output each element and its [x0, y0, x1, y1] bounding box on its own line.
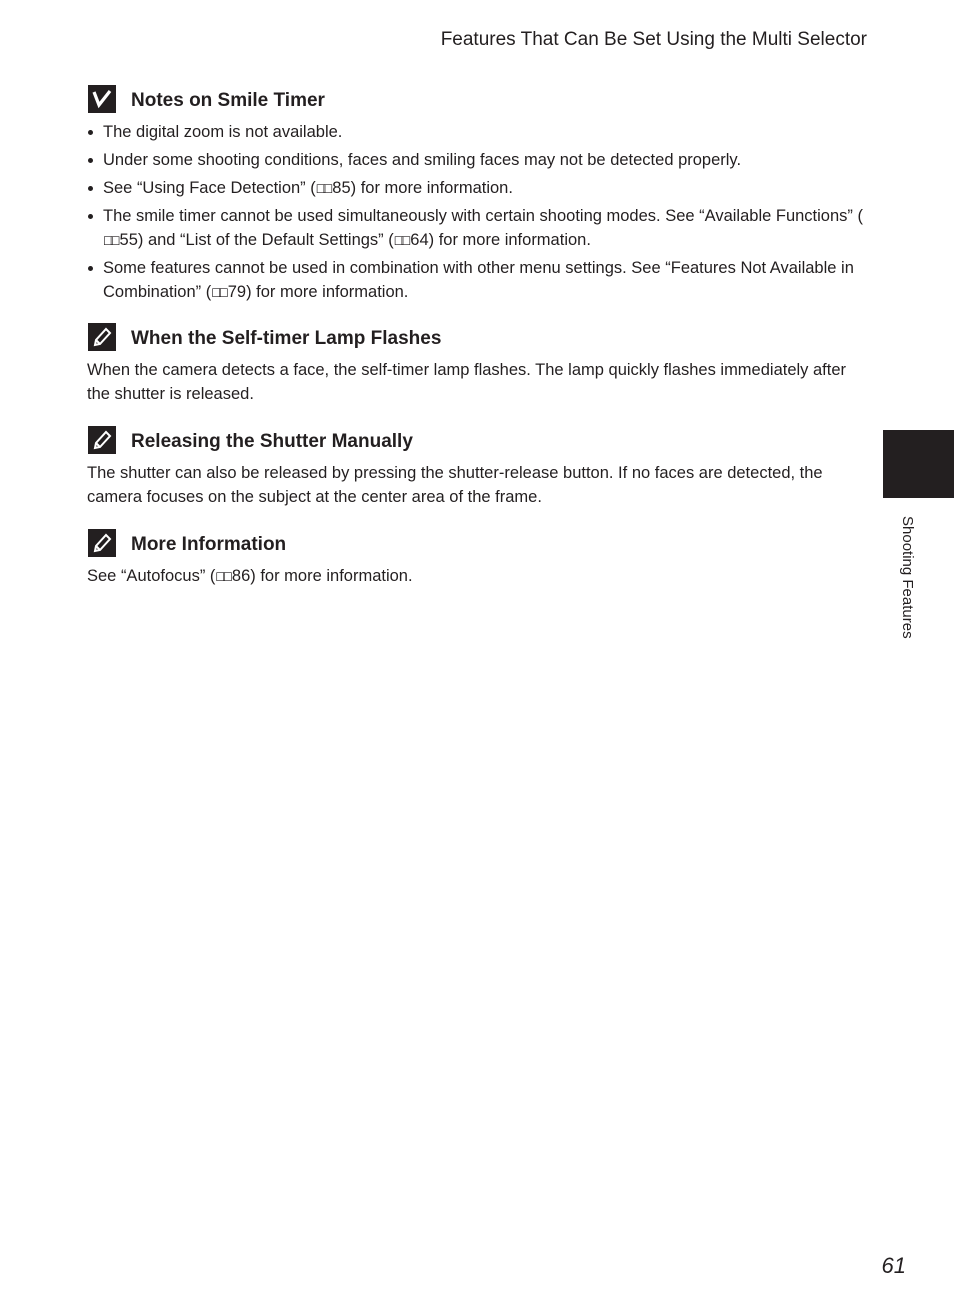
chapter-tab — [883, 430, 954, 498]
bullet-dot — [88, 130, 93, 135]
section-title: When the Self-timer Lamp Flashes — [131, 328, 442, 349]
caution-check-icon — [88, 85, 116, 113]
page-reference-icon: ☐☐ — [315, 182, 330, 196]
page-header-title: Features That Can Be Set Using the Multi Selector — [440, 29, 867, 50]
list-item — [87, 120, 867, 144]
section-heading — [87, 320, 867, 354]
list-item — [87, 176, 867, 200]
section-heading — [87, 423, 867, 457]
section-title: Notes on Smile Timer — [131, 90, 325, 111]
bullet-dot — [88, 158, 93, 163]
bullet-dot — [88, 186, 93, 191]
pencil-note-icon — [88, 529, 116, 557]
section-heading — [87, 526, 867, 560]
bullet-text: Under some shooting conditions, faces and smiling faces may not be detected properly. — [103, 151, 742, 169]
page-number: 61 — [881, 1253, 906, 1278]
section-title: More Information — [131, 534, 287, 555]
pencil-note-icon — [88, 323, 116, 351]
page-reference-icon: ☐☐ — [211, 286, 225, 300]
bullet-list — [87, 120, 867, 304]
pencil-note-icon — [88, 426, 116, 454]
section-self-timer-lamp — [87, 320, 867, 406]
bullet-dot — [88, 214, 93, 219]
section-title: Releasing the Shutter Manually — [131, 431, 413, 452]
section-notes-smile-timer — [87, 82, 867, 304]
page-reference-icon: ☐☐ — [103, 234, 117, 248]
section-body: When the camera detects a face, the self-timer lamp flashes. The lamp quickly flashes immediately after the shutter is released. — [87, 361, 847, 403]
list-item — [87, 256, 867, 304]
list-item — [87, 204, 867, 252]
page-reference-icon: ☐☐ — [215, 570, 229, 584]
page-reference-icon: ☐☐ — [393, 234, 408, 248]
bullet-text: Some features cannot be used in combination with other menu settings. See “Features Not Available in Combination” (☐☐ 79) for more information. — [103, 259, 854, 301]
list-item — [87, 148, 867, 172]
page-content — [87, 82, 867, 588]
bullet-dot — [88, 266, 93, 271]
section-body: See “Autofocus” (☐☐ 86) for more information. — [87, 567, 413, 585]
section-releasing-shutter — [87, 423, 867, 509]
section-body: The shutter can also be released by pressing the shutter-release button. If no faces are detected, the camera focuses on the subject at the center area of the frame. — [87, 464, 823, 506]
bullet-text: The digital zoom is not available. — [103, 123, 343, 141]
bullet-text: The smile timer cannot be used simultaneously with certain shooting modes. See “Available Functions” (☐☐ 55) and “List of the Default Settings” (☐☐ 64) for more information. — [103, 207, 863, 249]
section-heading — [87, 82, 867, 116]
chapter-tab-label: Shooting Features — [899, 516, 916, 639]
bullet-text: See “Using Face Detection” (☐☐ 85) for more information. — [103, 179, 513, 197]
section-more-information — [87, 526, 867, 588]
